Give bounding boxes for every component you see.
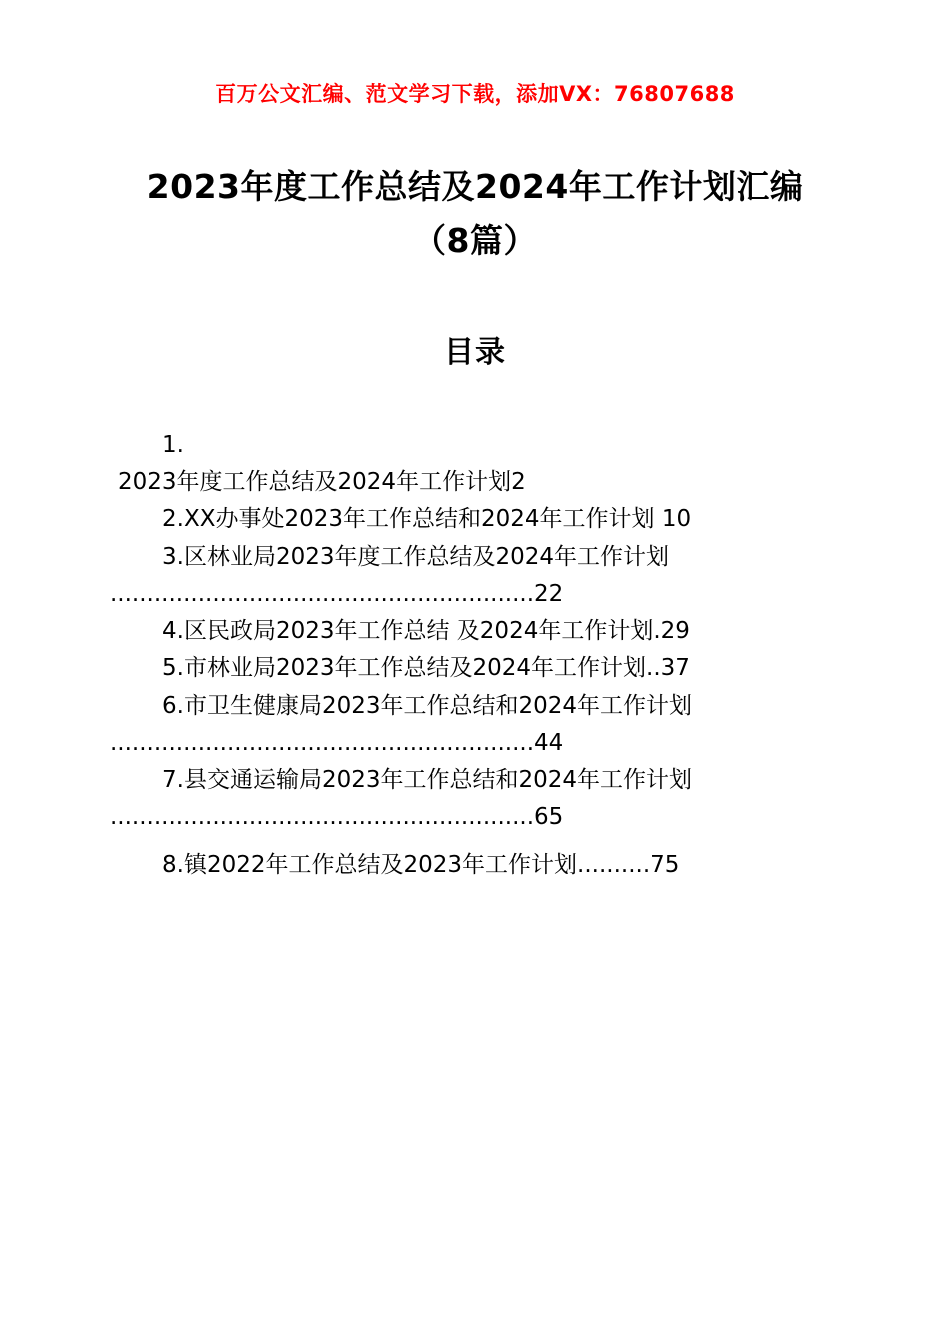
- toc-item-dots: ..........: [577, 851, 651, 878]
- toc-item-page: 75: [650, 851, 680, 878]
- toc-item-4[interactable]: [110, 613, 840, 650]
- toc-item-3[interactable]: [110, 539, 840, 576]
- toc-item-number: 4.: [162, 618, 184, 645]
- watermark-text: 百万公文汇编、范文学习下载，添加VX：76807688: [215, 82, 735, 106]
- toc-item-2[interactable]: [110, 501, 840, 538]
- toc-item-title: 市卫生健康局2023年工作总结和2024年工作计划: [183, 692, 693, 719]
- toc-item-3-dots: [110, 576, 840, 613]
- toc-item-number: 2.: [162, 506, 184, 533]
- toc-item-page: 65: [534, 804, 564, 831]
- toc-item-dots: ..........................................................: [110, 580, 535, 607]
- toc-item-page: 2: [511, 469, 526, 496]
- toc-item-title: 镇2022年工作总结及2023年工作计划: [183, 851, 578, 878]
- toc-item-6[interactable]: [110, 688, 840, 725]
- page-subtitle: （8篇）: [413, 221, 537, 261]
- toc-item-7[interactable]: [110, 762, 840, 799]
- toc-item-number: 8.: [162, 851, 184, 878]
- toc-item-number: 1.: [162, 431, 184, 458]
- toc-item-page: 29: [660, 618, 690, 645]
- toc-item-page: 22: [534, 580, 564, 607]
- toc-item-number: 5.: [162, 655, 184, 682]
- toc-heading: 目录: [444, 334, 506, 370]
- table-of-contents: [110, 427, 840, 884]
- toc-item-1[interactable]: [110, 427, 840, 464]
- toc-item-title: 区民政局2023年工作总结 及2024年工作计划: [183, 618, 654, 645]
- toc-item-1-title[interactable]: [110, 464, 840, 501]
- toc-item-number: 6.: [162, 692, 184, 719]
- toc-item-title: 县交通运输局2023年工作总结和2024年工作计划: [183, 767, 693, 794]
- toc-item-dots: [655, 506, 662, 532]
- toc-item-7-dots: [110, 799, 840, 836]
- toc-item-number: 3.: [162, 543, 184, 570]
- toc-item-dots: ..........................................................: [110, 729, 535, 756]
- toc-item-6-dots: [110, 725, 840, 762]
- toc-item-title: 区林业局2023年度工作总结及2024年工作计划: [183, 543, 670, 570]
- toc-item-title: 市林业局2023年工作总结及2024年工作计划: [183, 655, 647, 682]
- toc-item-title: 2023年度工作总结及2024年工作计划: [118, 469, 512, 496]
- toc-item-5[interactable]: [110, 650, 840, 687]
- toc-item-title: XX办事处2023年工作总结和2024年工作计划: [183, 506, 655, 533]
- toc-item-8[interactable]: [110, 847, 840, 884]
- toc-item-dots: .: [653, 618, 661, 645]
- toc-item-dots: ..: [646, 655, 661, 682]
- toc-item-number: 7.: [162, 767, 184, 794]
- toc-item-dots: ..........................................................: [110, 804, 535, 831]
- toc-item-page: 10: [661, 506, 692, 533]
- page-title: 2023年度工作总结及2024年工作计划汇编: [146, 167, 804, 207]
- toc-item-page: 37: [660, 655, 690, 682]
- toc-item-page: 44: [534, 729, 564, 756]
